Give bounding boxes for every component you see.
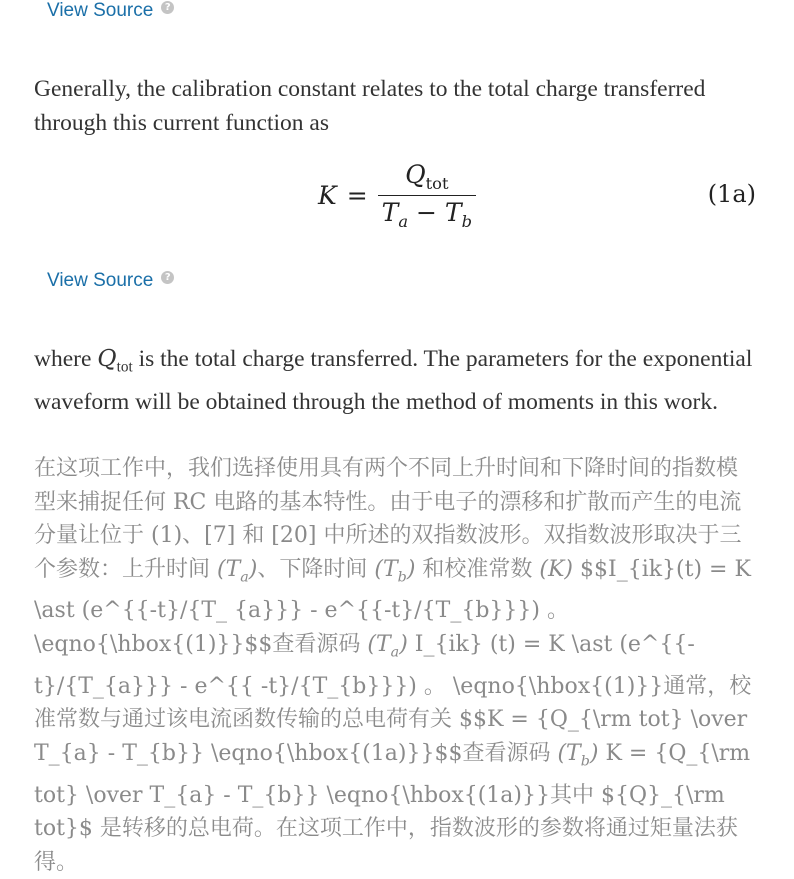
ta-math: $(T_a)$: [217, 556, 258, 585]
text: 在这项工作中，我们选择使用具有两个不同上升时间和下降时间的指数模型来捕捉任何 RC 电路的基本特性。由于电子的漂移和扩散而产生的电流分量让位于 (1)、[7] 和 [20] 中所述的双指数波形。双指数波形取决于三个参数：上升时间: [34, 456, 742, 582]
text: where: [34, 346, 98, 372]
text: 和校准常数: [415, 556, 540, 582]
equation-number: (1a): [707, 180, 756, 208]
chinese-translation: [34, 452, 759, 879]
ta-math-2: $(T_a)$: [367, 631, 408, 661]
eq-minus: −: [415, 197, 437, 227]
eq-fraction: [378, 160, 476, 231]
k-math: (K): [539, 556, 574, 582]
eq-q-sub: tot: [425, 173, 449, 193]
eq-lhs: K: [318, 180, 337, 210]
eq-tb-sub: b: [461, 211, 472, 231]
question-circle-icon[interactable]: ?: [161, 1, 174, 14]
text: is the total charge transferred. The parameters for the exponential waveform will be obtained through the method of moments in this work.: [34, 346, 753, 415]
q-sub: tot: [116, 358, 133, 376]
view-source-label: View Source: [47, 0, 154, 21]
eq-numerator: [401, 160, 452, 195]
text: $$I_{ik}(t) = K \ast (e^{{-t}/{T_ {a}}} - e^{{-t}/{T_{b}}}) 。 \eqno{\hbox{(1)}}$$查看源码: [34, 556, 751, 657]
view-source-link[interactable]: [47, 0, 174, 22]
eq-denominator: [378, 195, 476, 231]
question-circle-icon[interactable]: ?: [161, 271, 174, 284]
view-source-label: View Source: [47, 270, 154, 291]
text: K = {Q_{\rm tot} \over T_{a} - T_{b}} \eqno{\hbox{(1a)}}其中 ${Q}_{\rm tot}$ 是转移的总电荷。在这项工作中，指数波形的参数将通过矩量法获得。: [34, 740, 751, 875]
eq-ta-var: T: [381, 197, 399, 227]
equation-1a: [0, 160, 794, 230]
eq-equals: =: [346, 180, 368, 210]
tb-math-2: $(T_b)$: [557, 740, 599, 770]
paragraph-where: [34, 341, 759, 419]
q-var: Q: [97, 344, 117, 372]
paragraph-calibration: Generally, the calibration constant relates to the total charge transferred through this current function as: [34, 76, 706, 136]
text: I_{ik} (t) = K \ast (e^{{-t}/{T_{a}}} - e^{{ -t}/{T_{b}}}) 。 \eqno{\hbox{(1)}}通常，校准常数与通过该电流函数传输的总电荷有关 $$K = {Q_{\rm tot} \over T_{a} - T_{b}} \eqno{\hbox{(1a)}}$$查看源码: [34, 631, 752, 766]
view-source-link-2[interactable]: [47, 270, 174, 292]
text: 、下降时间: [257, 556, 375, 582]
tb-math: $(T_b)$: [374, 556, 416, 585]
eq-tb-var: T: [444, 197, 462, 227]
eq-q-var: Q: [405, 159, 426, 189]
eq-ta-sub: a: [398, 211, 409, 231]
